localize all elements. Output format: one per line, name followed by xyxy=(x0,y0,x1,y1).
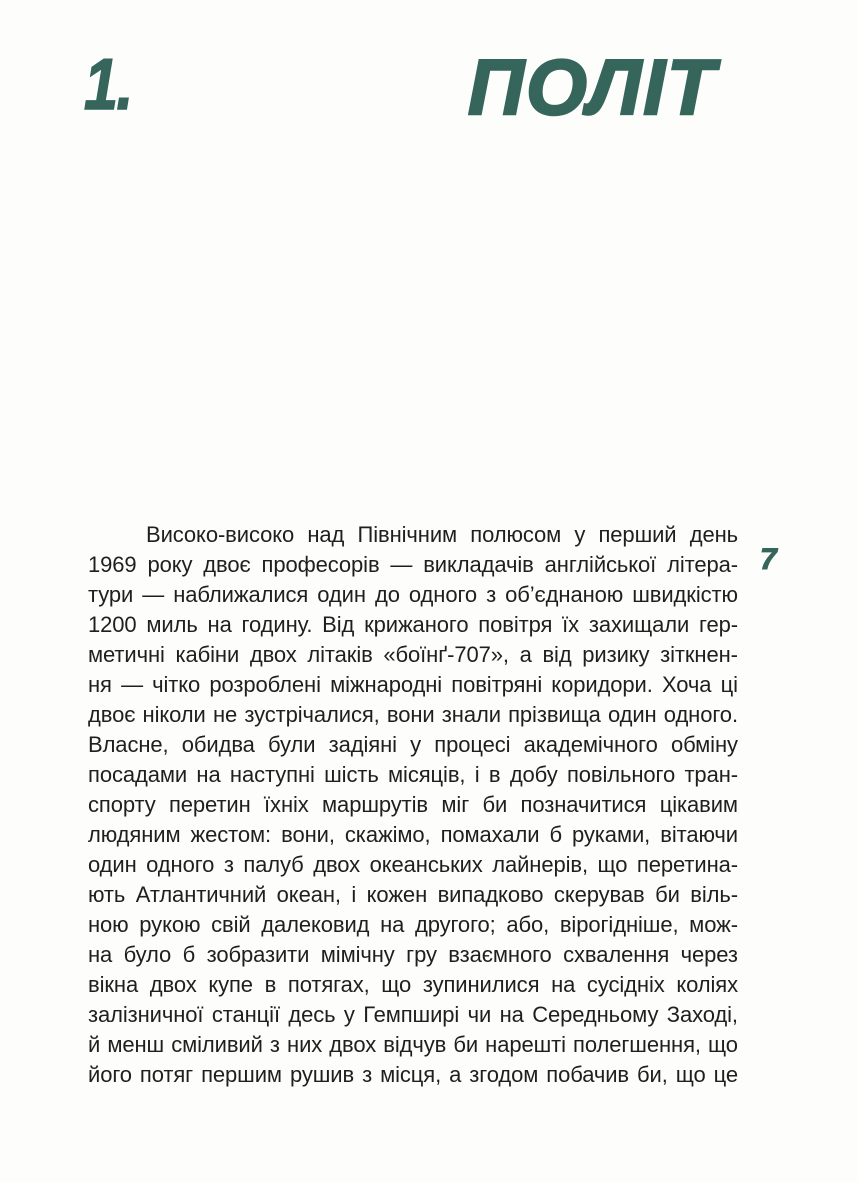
text-line: посадами на наступні шість місяців, і в добу повільного тран- xyxy=(88,762,738,787)
page-number: 7 xyxy=(760,543,777,576)
text-line: ною рукою свій далековид на другого; або, вірогідніше, мож- xyxy=(88,912,738,937)
text-line: його потяг першим рушив з місця, а згодом побачив би, що це xyxy=(88,1062,738,1087)
text-line: ють Атлантичний океан, і кожен випадково скерував би віль- xyxy=(88,882,738,907)
text-line: тури — наближалися один до одного з об’єднаною швидкістю xyxy=(88,582,738,607)
text-line: залізничної станції десь у Гемпширі чи на Середньому Заході, xyxy=(88,1002,738,1027)
text-line: 1969 року двоє професорів — викладачів англійської літера- xyxy=(88,552,738,577)
text-line: один одного з палуб двох океанських лайнерів, що перетина- xyxy=(88,852,738,877)
text-line: на було б зобразити мімічну гру взаємного схвалення через xyxy=(88,942,738,967)
text-line: двоє ніколи не зустрічалися, вони знали прізвища один одного. xyxy=(88,702,738,727)
text-line: метичні кабіни двох літаків «боїнґ-707», а від ризику зіткнен- xyxy=(88,642,738,667)
text-line: 1200 миль на годину. Від крижаного повітря їх захищали гер- xyxy=(88,612,738,637)
text-line: й менш сміливий з них двох відчув би нарешті полегшення, що xyxy=(88,1032,738,1057)
chapter-title: ПОЛІТ xyxy=(468,43,717,131)
text-line: людяним жестом: вони, скажімо, помахали б руками, вітаючи xyxy=(88,822,738,847)
text-line: Власне, обидва були задіяні у процесі академічного обміну xyxy=(88,732,738,757)
text-line: спорту перетин їхніх маршрутів міг би позначитися цікавим xyxy=(88,792,738,817)
text-line: Високо-високо над Північним полюсом у перший день xyxy=(146,522,738,547)
chapter-number: 1. xyxy=(84,45,132,125)
text-line: вікна двох купе в потягах, що зупинилися на сусідніх коліях xyxy=(88,972,738,997)
body-text xyxy=(88,520,738,1090)
text-line: ня — чітко розроблені міжнародні повітряні коридори. Хоча ці xyxy=(88,672,738,697)
